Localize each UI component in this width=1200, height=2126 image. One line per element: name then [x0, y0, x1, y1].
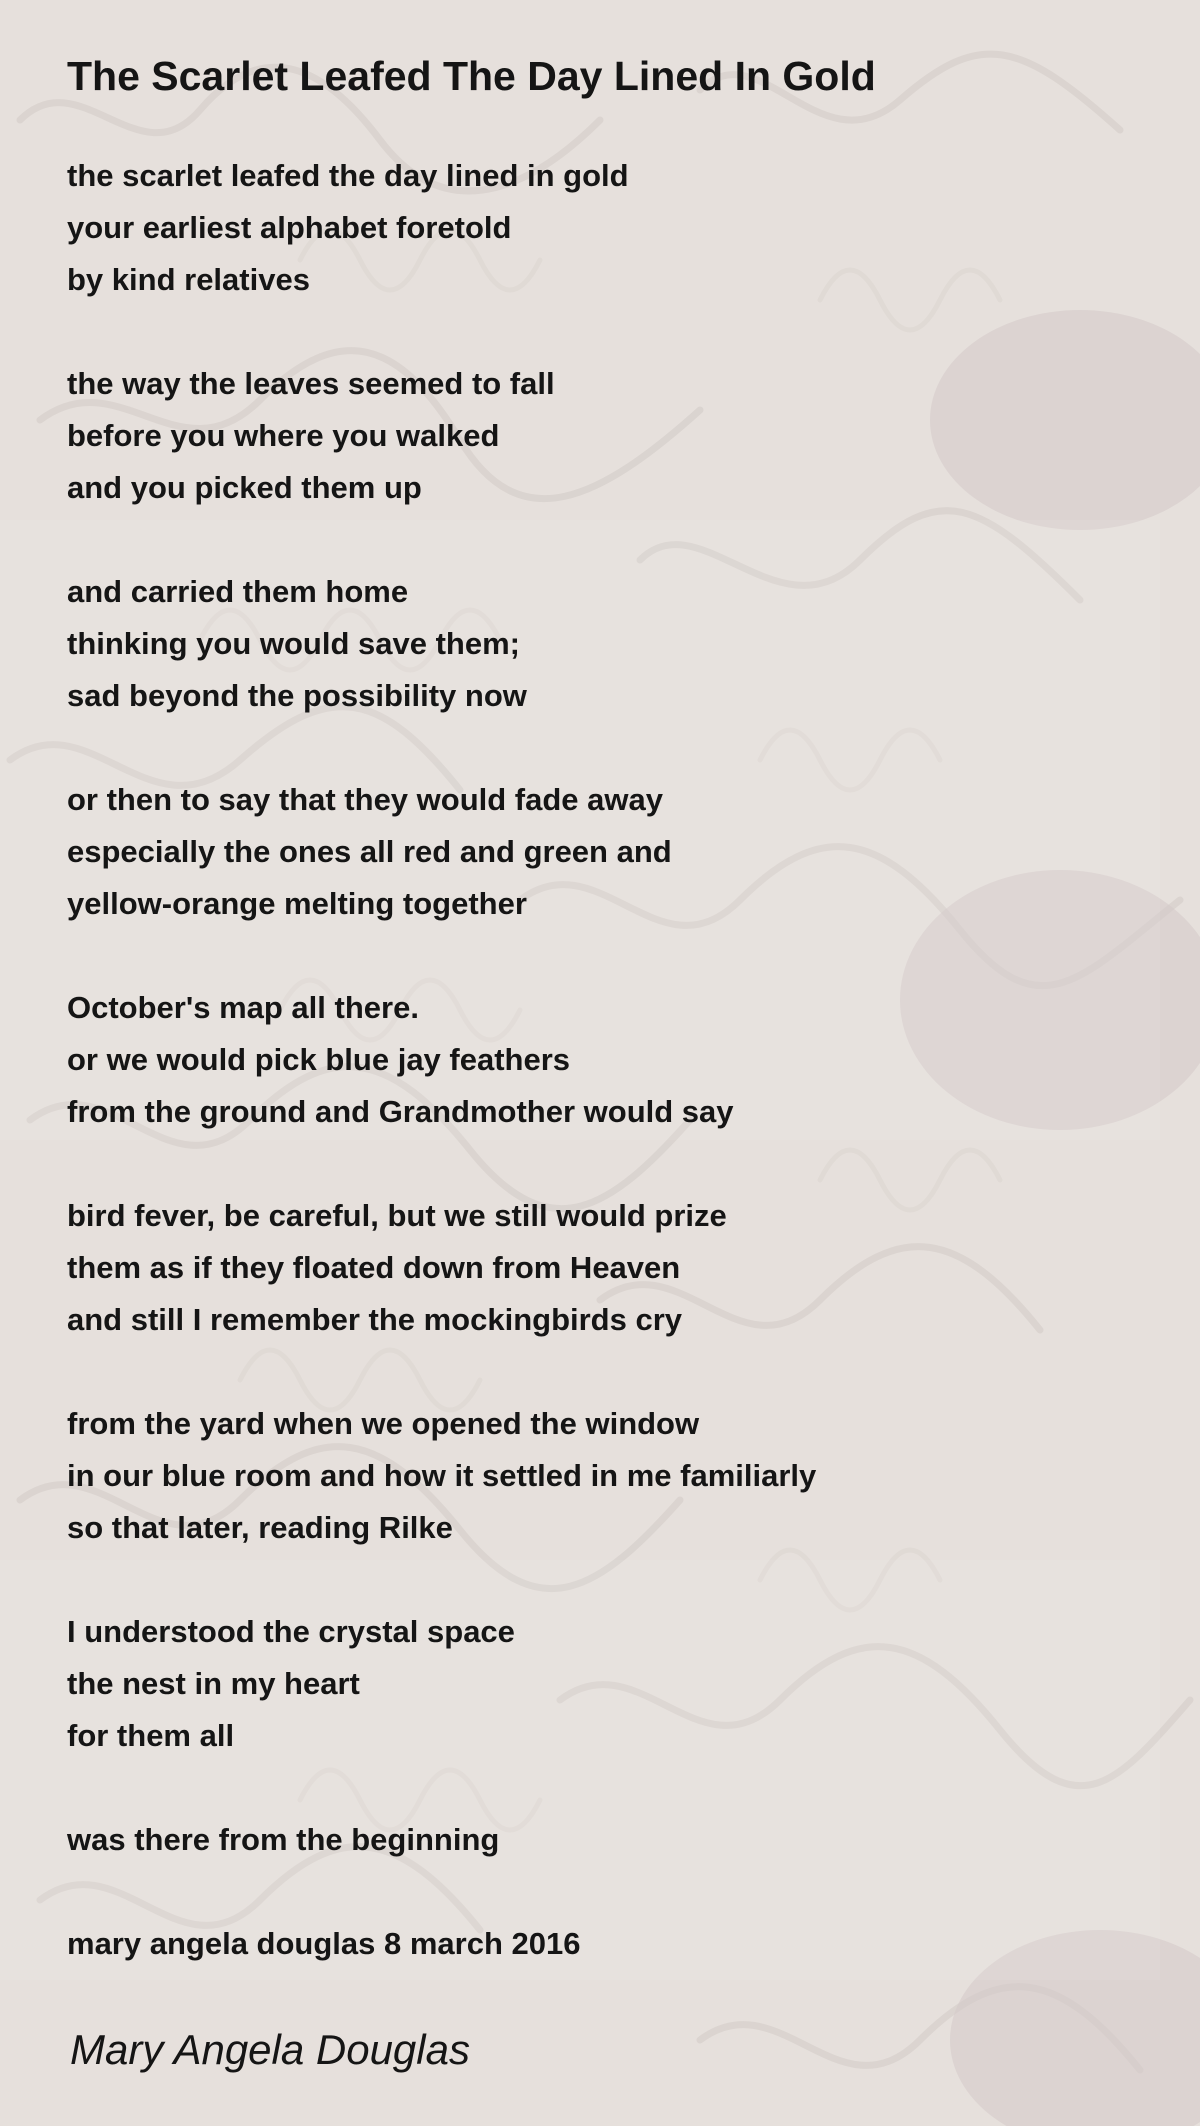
stanza-7	[67, 1398, 816, 1554]
poem-line: especially the ones all red and green and	[67, 834, 672, 869]
poem-line: yellow-orange melting together	[67, 886, 527, 921]
poem-line: thinking you would save them;	[67, 626, 520, 661]
poem-line: mary angela douglas 8 march 2016	[67, 1926, 581, 1961]
poem-line: and still I remember the mockingbirds cry	[67, 1302, 683, 1337]
poem-line: October's map all there.	[67, 990, 419, 1025]
poem-line: sad beyond the possibility now	[67, 678, 527, 713]
poem-line: your earliest alphabet foretold	[67, 210, 512, 245]
stanza-4	[67, 774, 816, 930]
poem-line: for them all	[67, 1718, 235, 1753]
poem-line: the scarlet leafed the day lined in gold	[67, 158, 629, 193]
poem-line: I understood the crystal space	[67, 1614, 515, 1649]
poem-line: and carried them home	[67, 574, 409, 609]
poem-line: the nest in my heart	[67, 1666, 360, 1701]
poem-line: bird fever, be careful, but we still would prize	[67, 1198, 727, 1233]
poem-line: before you where you walked	[67, 418, 500, 453]
poem-line: in our blue room and how it settled in me familiarly	[67, 1458, 817, 1493]
poem-title: The Scarlet Leafed The Day Lined In Gold	[67, 53, 876, 99]
stanza-5	[67, 982, 816, 1138]
poem-body	[67, 150, 816, 2022]
stanza-1	[67, 150, 816, 306]
stanza-8	[67, 1606, 816, 1762]
poem-line: or we would pick blue jay feathers	[67, 1042, 571, 1077]
poem-line: them as if they floated down from Heaven	[67, 1250, 681, 1285]
stanza-10	[67, 1918, 816, 1970]
poem-line: and you picked them up	[67, 470, 422, 505]
poem-line: or then to say that they would fade away	[67, 782, 663, 817]
poem-line: the way the leaves seemed to fall	[67, 366, 555, 401]
stanza-2	[67, 358, 816, 514]
poem-author: Mary Angela Douglas	[70, 2026, 470, 2073]
poem-line: so that later, reading Rilke	[67, 1510, 453, 1545]
poem-line: from the ground and Grandmother would say	[67, 1094, 734, 1129]
poem-line: by kind relatives	[67, 262, 310, 297]
stanza-3	[67, 566, 816, 722]
stanza-6	[67, 1190, 816, 1346]
stanza-9	[67, 1814, 816, 1866]
poem-line: was there from the beginning	[67, 1822, 500, 1857]
poem-line: from the yard when we opened the window	[67, 1406, 700, 1441]
